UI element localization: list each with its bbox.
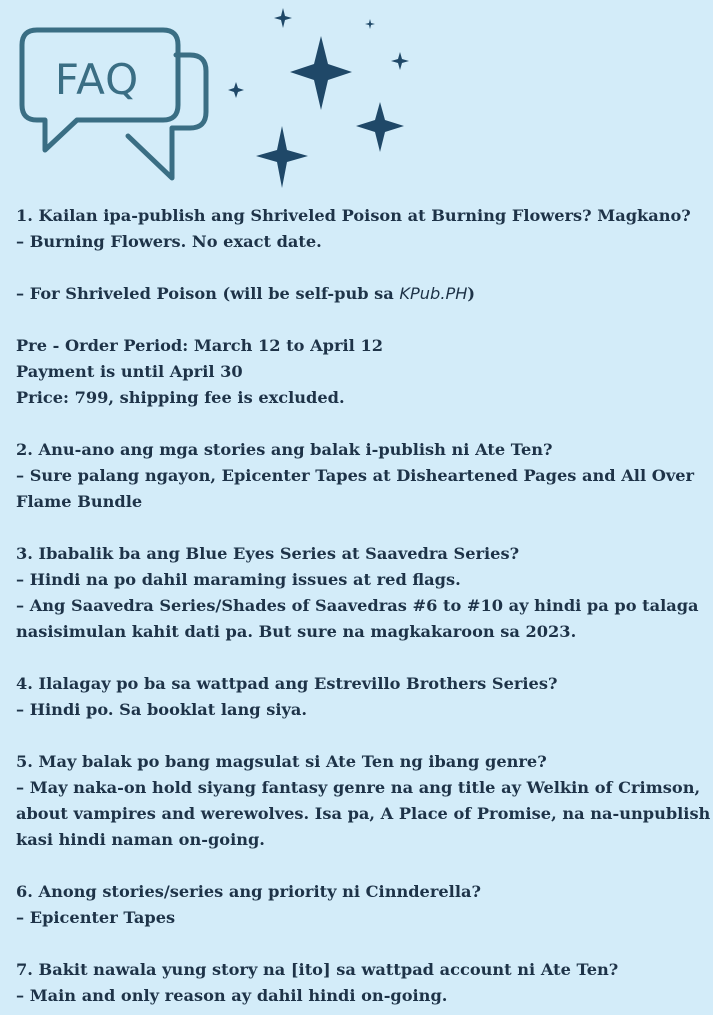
preorder-period: Pre - Order Period: March 12 to April 12 bbox=[16, 336, 383, 355]
faq-question-7: 7. Bakit nawala yung story na [ito] sa wattpad account ni Ate Ten? bbox=[16, 960, 619, 979]
faq-question-1: 1. Kailan ipa-publish ang Shriveled Poison at Burning Flowers? Magkano? bbox=[16, 206, 691, 225]
faq-logo-text: FAQ bbox=[54, 55, 140, 104]
faq-answer-2-line2: Flame Bundle bbox=[16, 492, 143, 511]
speech-bubbles-icon bbox=[22, 30, 206, 178]
publisher-name: KPub.PH bbox=[399, 284, 468, 303]
faq-answer-6: – Epicenter Tapes bbox=[16, 908, 176, 927]
faq-answer-5-line2: about vampires and werewolves. Isa pa, A Place of Promise, na na-unpublish bbox=[16, 804, 711, 823]
faq-question-4: 4. Ilalagay po ba sa wattpad ang Estrevillo Brothers Series? bbox=[16, 674, 558, 693]
faq-question-2: 2. Anu-ano ang mga stories ang balak i-publish ni Ate Ten? bbox=[16, 440, 553, 459]
price-info: Price: 799, shipping fee is excluded. bbox=[16, 388, 345, 407]
faq-answer-7: – Main and only reason ay dahil hindi on-going. bbox=[16, 986, 448, 1005]
payment-deadline: Payment is until April 30 bbox=[16, 362, 243, 381]
faq-answer-2-line1: – Sure palang ngayon, Epicenter Tapes at Disheartened Pages and All Over bbox=[16, 466, 695, 485]
faq-answer-5-line3: kasi hindi naman on-going. bbox=[16, 830, 265, 849]
answer-1b-suffix: ) bbox=[467, 284, 476, 303]
sparkle-stars-icon bbox=[228, 8, 409, 188]
faq-question-5: 5. May balak po bang magsulat si Ate Ten ng ibang genre? bbox=[16, 752, 547, 771]
faq-content bbox=[16, 203, 711, 1009]
answer-1b-text: – For Shriveled Poison (will be self-pub sa bbox=[16, 284, 400, 303]
faq-answer-4: – Hindi po. Sa booklat lang siya. bbox=[16, 700, 307, 719]
faq-answer-3a: – Hindi na po dahil maraming issues at red flags. bbox=[16, 570, 461, 589]
faq-answer-5-line1: – May naka-on hold siyang fantasy genre na ang title ay Welkin of Crimson, bbox=[16, 778, 701, 797]
faq-answer-3b-line2: nasisimulan kahit dati pa. But sure na magkakaroon sa 2023. bbox=[16, 622, 577, 641]
faq-answer-3b-line1: – Ang Saavedra Series/Shades of Saavedras #6 to #10 ay hindi pa po talaga bbox=[16, 596, 699, 615]
faq-question-6: 6. Anong stories/series ang priority ni Cinnderella? bbox=[16, 882, 481, 901]
faq-question-3: 3. Ibabalik ba ang Blue Eyes Series at Saavedra Series? bbox=[16, 544, 520, 563]
faq-answer-1b bbox=[16, 281, 701, 307]
faq-answer-1a: – Burning Flowers. No exact date. bbox=[16, 232, 322, 251]
header-graphic bbox=[0, 0, 713, 200]
